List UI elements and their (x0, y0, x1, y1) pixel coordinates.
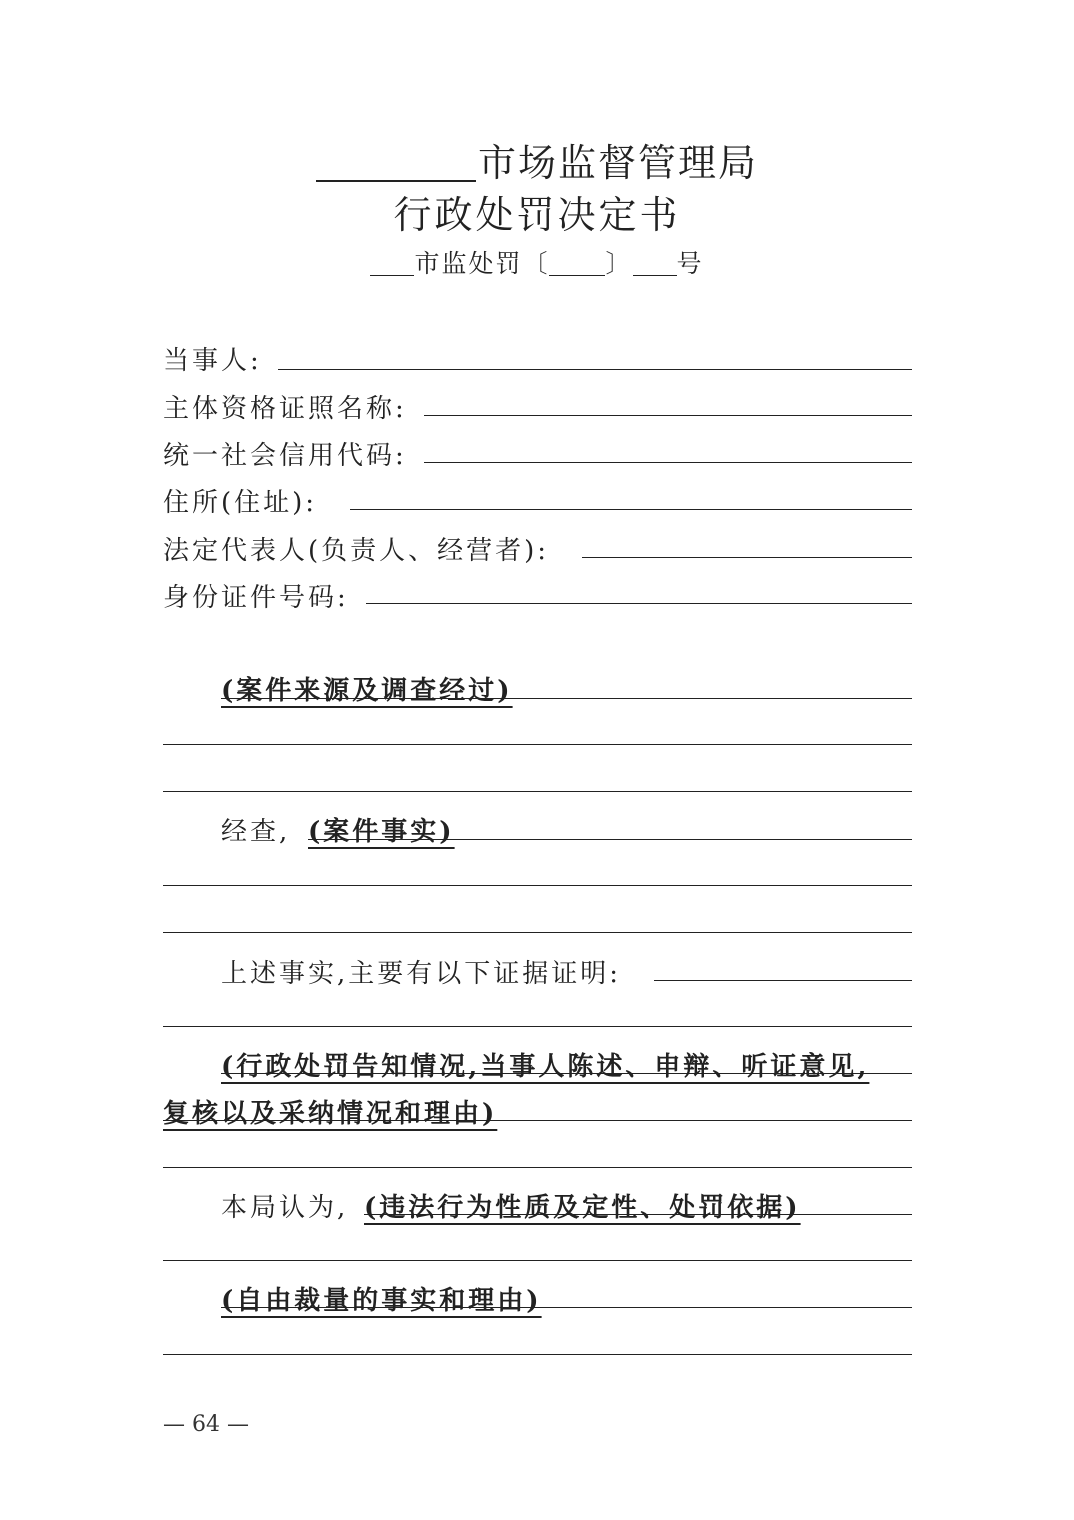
page-number: — 64 — (163, 1412, 249, 1437)
docno-blank-year (549, 251, 605, 276)
notice-heading-line-2: 复核以及采纳情况和理由) (163, 1099, 498, 1129)
docno-text-2: 〕 (605, 249, 633, 278)
docno-text-1: 市监处罚〔 (414, 249, 550, 278)
violation-line-2 (163, 1260, 912, 1261)
field-label-id-number: 身份证件号码: (163, 583, 349, 613)
case-facts-heading: (案件事实) (308, 817, 455, 847)
docno-blank-serial (633, 251, 677, 276)
field-label-license-name: 主体资格证照名称: (163, 394, 407, 424)
case-source-line-3 (163, 791, 912, 792)
field-label-address: 住所(住址): (163, 488, 318, 518)
bureau-name-blank (316, 144, 476, 182)
case-facts-line-3 (163, 932, 912, 933)
discretion-line-2 (163, 1354, 912, 1355)
field-label-credit-code: 统一社会信用代码: (163, 441, 407, 471)
field-label-party: 当事人: (163, 346, 262, 376)
case-facts-prefix: 经查, (221, 817, 291, 847)
field-line-credit-code (424, 462, 912, 463)
notice-line-1 (221, 1073, 912, 1074)
field-line-legal-rep (582, 557, 912, 558)
violation-heading: (违法行为性质及定性、处罚依据) (364, 1193, 801, 1223)
bureau-title (0, 132, 1074, 187)
discretion-line-1 (221, 1307, 912, 1308)
discretion-heading: (自由裁量的事实和理由) (221, 1286, 542, 1316)
evidence-label: 上述事实,主要有以下证据证明: (221, 959, 622, 989)
notice-heading-line-1: (行政处罚告知情况,当事人陈述、申辩、听证意见, (221, 1052, 870, 1082)
violation-line-1 (364, 1214, 912, 1215)
docno-text-3: 号 (676, 249, 704, 278)
case-source-line-2 (163, 744, 912, 745)
docno-blank-prefix (370, 251, 414, 276)
field-line-party (278, 369, 912, 370)
evidence-line-1 (654, 980, 912, 981)
field-line-license-name (424, 415, 912, 416)
document-title: 行政处罚决定书 (393, 193, 681, 237)
bureau-opinion-prefix: 本局认为, (221, 1193, 349, 1223)
field-line-id-number (366, 603, 912, 604)
case-facts-line-1 (308, 839, 912, 840)
notice-line-2 (163, 1120, 912, 1121)
case-source-line-1 (221, 698, 912, 699)
bureau-title-text: 市场监督管理局 (477, 141, 758, 185)
evidence-line-2 (163, 1026, 912, 1027)
case-source-heading: (案件来源及调查经过) (221, 676, 513, 706)
document-number (0, 244, 1074, 280)
field-label-legal-rep: 法定代表人(负责人、经营者): (163, 536, 550, 566)
field-line-address (350, 509, 912, 510)
case-facts-line-2 (163, 885, 912, 886)
notice-line-3 (163, 1167, 912, 1168)
